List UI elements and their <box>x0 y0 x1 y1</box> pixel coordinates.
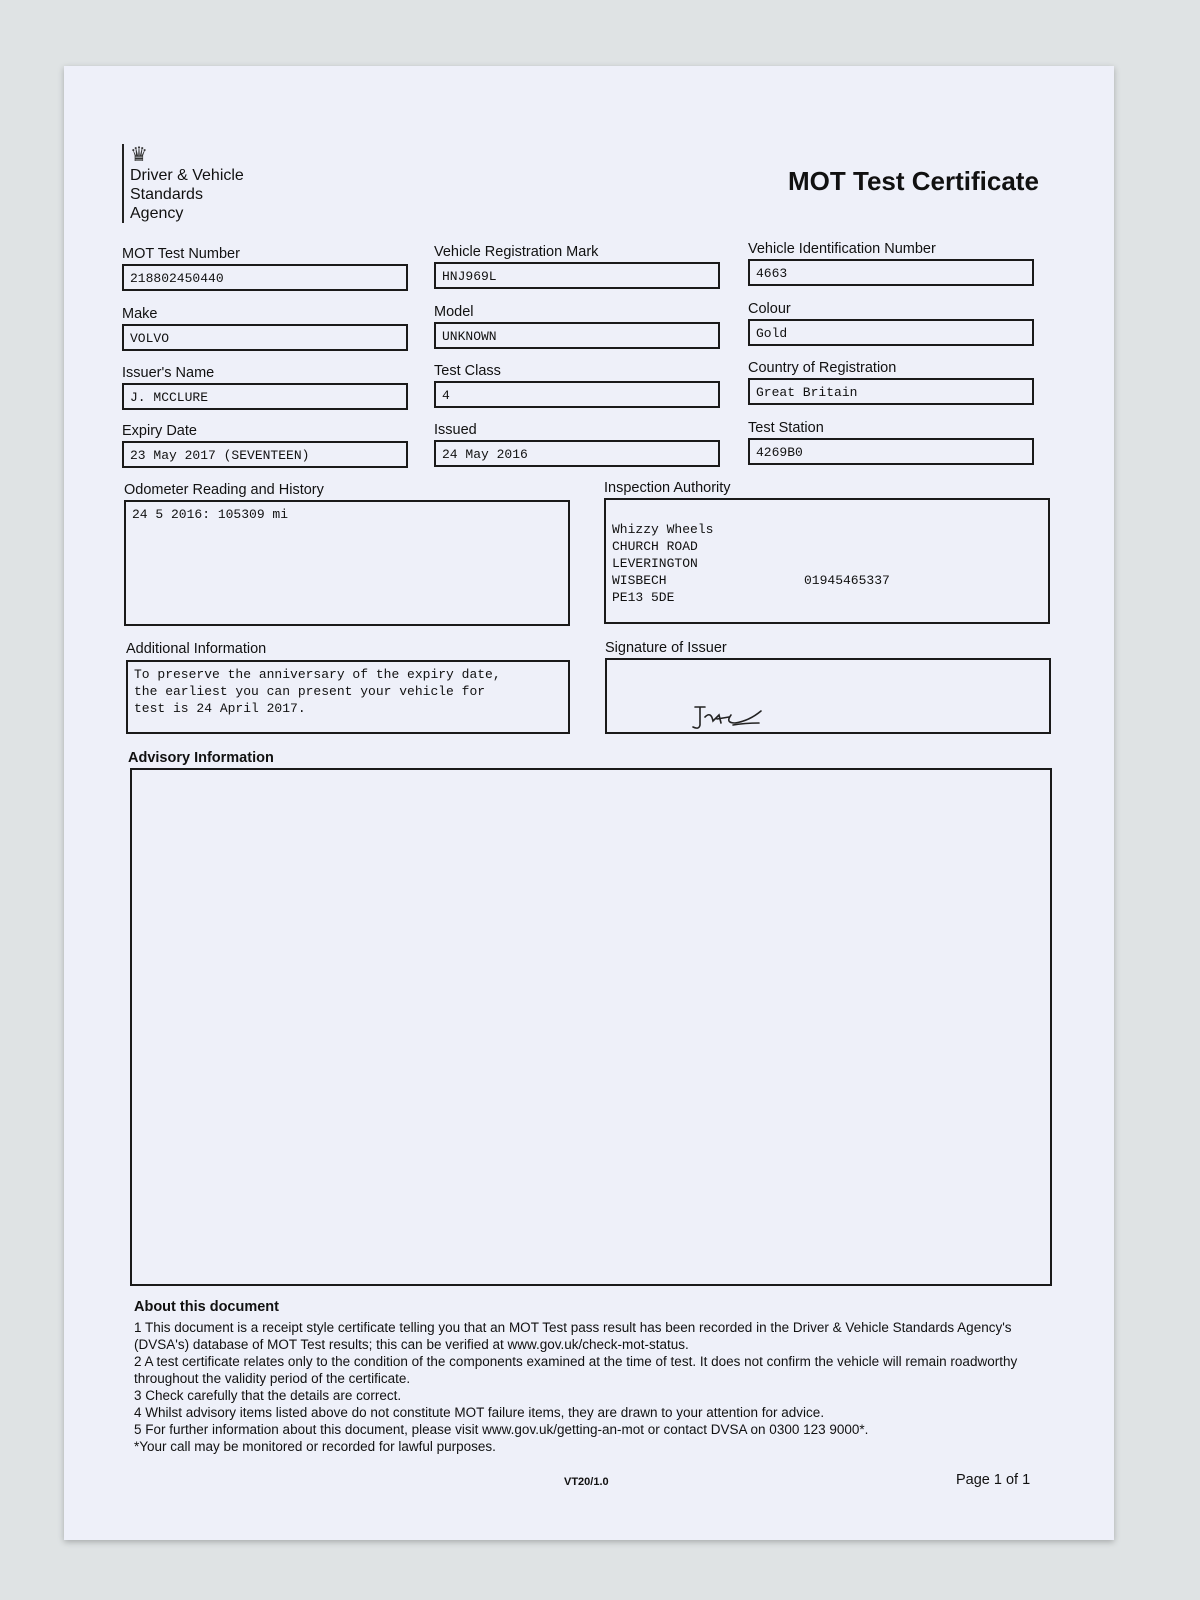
label-vehicle-registration: Vehicle Registration Mark <box>434 244 599 260</box>
label-odometer: Odometer Reading and History <box>124 482 324 498</box>
label-expiry-date: Expiry Date <box>122 423 197 439</box>
field-expiry-date: 23 May 2017 (SEVENTEEN) <box>122 441 408 468</box>
agency-line-2: Standards <box>130 186 203 203</box>
label-inspection-authority: Inspection Authority <box>604 480 731 496</box>
label-vin: Vehicle Identification Number <box>748 241 936 257</box>
label-country: Country of Registration <box>748 360 897 376</box>
about-item-1: 1 This document is a receipt style certificate telling you that an MOT Test pass result has been recorded in the Driver & Vehicle Standards Agency's (DVSA's) database of MOT Test results; this can be verified at www.gov.uk/check-mot-status. <box>134 1320 1012 1352</box>
label-test-station: Test Station <box>748 420 824 436</box>
about-item-4: 4 Whilst advisory items listed above do not constitute MOT failure items, they are drawn to your attention for advice. <box>134 1405 825 1420</box>
field-test-class: 4 <box>434 381 720 408</box>
field-country: Great Britain <box>748 378 1034 405</box>
label-make: Make <box>122 306 158 322</box>
about-title: About this document <box>134 1299 279 1315</box>
about-item-2: 2 A test certificate relates only to the condition of the components examined at the time of test. It does not confirm the vehicle will remain roadworthy throughout the validity period of the certificate. <box>134 1354 1018 1386</box>
label-additional-info: Additional Information <box>126 641 267 657</box>
field-inspection-authority <box>604 498 1050 624</box>
inspection-address: Whizzy Wheels CHURCH ROAD LEVERINGTON WISBECH PE13 5DE <box>612 522 714 605</box>
royal-crest-icon: ♛ <box>130 144 148 166</box>
field-model: UNKNOWN <box>434 322 720 349</box>
field-signature <box>605 658 1051 734</box>
page-number: Page 1 of 1 <box>956 1472 1031 1488</box>
field-vehicle-registration: HNJ969L <box>434 262 720 289</box>
about-footnote: *Your call may be monitored or recorded for lawful purposes. <box>134 1439 496 1454</box>
label-issuer-name: Issuer's Name <box>122 365 215 381</box>
field-odometer: 24 5 2016: 105309 mi <box>124 500 570 626</box>
field-make: VOLVO <box>122 324 408 351</box>
label-advisory-info: Advisory Information <box>128 750 274 766</box>
field-vin: 4663 <box>748 259 1034 286</box>
field-mot-test-number: 218802450440 <box>122 264 408 291</box>
field-additional-info: To preserve the anniversary of the expiry date, the earliest you can present your vehicle for test is 24 April 2017. <box>126 660 570 734</box>
about-item-5: 5 For further information about this document, please visit www.gov.uk/getting-an-mot or contact DVSA on 0300 123 9000*. <box>134 1422 869 1437</box>
label-colour: Colour <box>748 301 791 317</box>
about-item-3: 3 Check carefully that the details are correct. <box>134 1388 402 1403</box>
field-advisory-info <box>130 768 1052 1286</box>
label-mot-test-number: MOT Test Number <box>122 246 240 262</box>
form-code: VT20/1.0 <box>564 1476 609 1488</box>
agency-line-3: Agency <box>130 205 184 222</box>
field-issuer-name: J. MCCLURE <box>122 383 408 410</box>
label-issued: Issued <box>434 422 477 438</box>
label-test-class: Test Class <box>434 363 501 379</box>
about-section <box>134 1299 1034 1455</box>
issuer-signature-icon <box>689 703 769 733</box>
dvsa-logo <box>122 144 244 223</box>
label-model: Model <box>434 304 474 320</box>
label-signature: Signature of Issuer <box>605 640 727 656</box>
field-issued: 24 May 2016 <box>434 440 720 467</box>
field-test-station: 4269B0 <box>748 438 1034 465</box>
certificate-page <box>64 66 1114 1540</box>
page-title: MOT Test Certificate <box>788 166 1039 196</box>
agency-line-1: Driver & Vehicle <box>130 167 244 184</box>
inspection-phone: 01945465337 <box>804 573 890 588</box>
field-colour: Gold <box>748 319 1034 346</box>
